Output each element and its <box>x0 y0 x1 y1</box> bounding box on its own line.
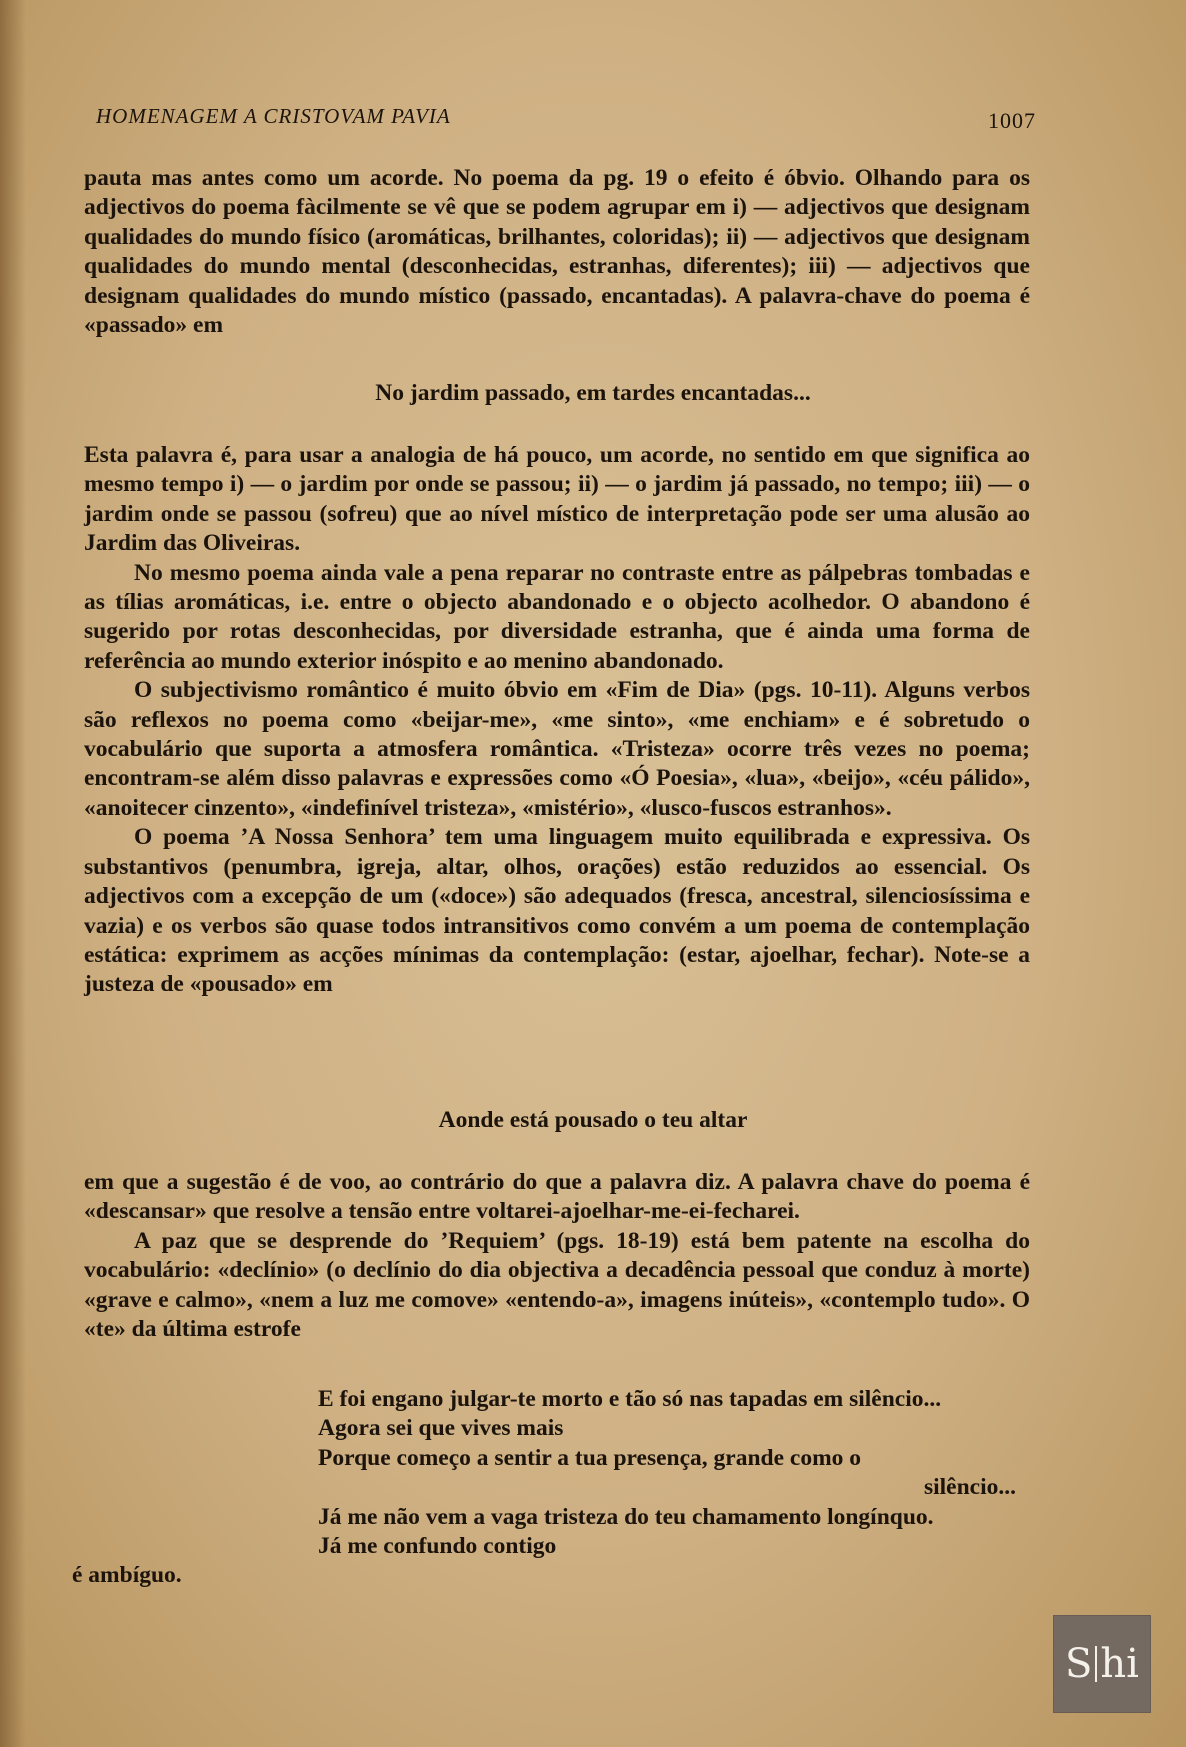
poem-line: E foi engano julgar-te morto e tão só nas tapadas em silêncio... <box>318 1386 942 1412</box>
closing-text: é ambíguo. <box>72 1562 182 1588</box>
poem-line-continuation: silêncio... <box>923 1474 1016 1501</box>
poem-line: Agora sei que vives mais <box>318 1415 564 1442</box>
poem-quote-1: No jardim passado, em tardes encantadas... <box>375 380 811 406</box>
logo-letters: hi <box>1100 1641 1139 1687</box>
running-title: HOMENAGEM A CRISTOVAM PAVIA <box>96 104 451 128</box>
paragraph: pauta mas antes como um acorde. No poema da pg. 19 o efeito é óbvio. Olhando para os adjectivos do poema fàcilmente se vê que se podem agrupar em i) — adjectivos que designam qualidades do mundo físico (aromáticas, brilhantes, coloridas); ii) — adjectivos que designam qualidades do mundo mental (desconhecidas, estranhas, diferentes); iii) — adjectivos que designam qualidades do mundo místico (passado, encantadas). A palavra-chave do poema é «passado» em <box>84 165 1030 339</box>
poem-line: Já me não vem a vaga tristeza do teu chamamento longínquo. <box>318 1503 934 1530</box>
paragraph: Esta palavra é, para usar a analogia de há pouco, um acorde, no sentido em que significa ao mesmo tempo i) — o jardim por onde se passou; ii) — o jardim já passado, no tempo; iii) — o jardim onde se passou (sofreu) que ao nível místico de interpretação pode ser uma alusão ao Jardim das Oliveiras. <box>84 442 1030 557</box>
poem-excerpt <box>318 1385 1018 1561</box>
text-block-2 <box>84 441 1030 1000</box>
library-logo <box>1053 1615 1151 1713</box>
poem-line: Porque começo a sentir a tua presença, grande como o <box>318 1444 862 1471</box>
text-block-3 <box>84 1168 1030 1344</box>
logo-bar <box>1095 1646 1097 1682</box>
paragraph: A paz que se desprende do ’Requiem’ (pgs. 18-19) está bem patente na escolha do vocabulário: «declínio» (o declínio do dia objectiva a decadência pessoal que conduz à morte) «grave e calmo», «nem a luz me comove» «entendo-a», imagens inúteis», «contemplo tudo». O «te» da última estrofe <box>84 1227 1030 1343</box>
poem-quote-2: Aonde está pousado o teu altar <box>438 1107 748 1133</box>
paragraph: em que a sugestão é de voo, ao contrário do que a palavra diz. A palavra chave do poema é «descansar» que resolve a tensão entre voltarei-ajoelhar-me-ei-fecharei. <box>84 1169 1030 1225</box>
poem-line: Já me confundo contigo <box>318 1533 557 1560</box>
running-header <box>96 104 1036 136</box>
paragraph: No mesmo poema ainda vale a pena reparar no contraste entre as pálpebras tombadas e as tílias aromáticas, i.e. entre o objecto abandonado e o objecto acolhedor. O abandono é sugerido por rotas desconhecidas, por diversidade estranha, que é ainda uma forma de referência ao mundo exterior inóspito e ao menino abandonado. <box>84 559 1030 674</box>
text-block-1 <box>84 164 1030 340</box>
page-number: 1007 <box>988 108 1036 133</box>
paragraph: O poema ’A Nossa Senhora’ tem uma linguagem muito equilibrada e expressiva. Os substantivos (penumbra, igreja, altar, olhos, orações) estão reduzidos ao essencial. Os adjectivos com a excepção de um («doce») são adequados (fresca, ancestral, silenciosíssima e vazia) e os verbos são quase todos intransitivos como convém a um poema de contemplação estática: exprimem as acções mínimas da contemplação: (estar, ajoelhar, fechar). Note-se a justeza de «pousado» em <box>84 824 1030 998</box>
logo-letter: S <box>1065 1641 1093 1687</box>
paragraph: O subjectivismo romântico é muito óbvio em «Fim de Dia» (pgs. 10-11). Alguns verbos são reflexos no poema como «beijar-me», «me sinto», «me enchiam» e é sobretudo o vocabulário que suporta a atmosfera romântica. «Tristeza» ocorre três vezes no poema; encontram-se além disso palavras e expressões como «Ó Poesia», «lua», «beijo», «céu pálido», «anoitecer cinzento», «indefinível tristeza», «mistério», «lusco-fuscos estranhos». <box>84 677 1030 821</box>
